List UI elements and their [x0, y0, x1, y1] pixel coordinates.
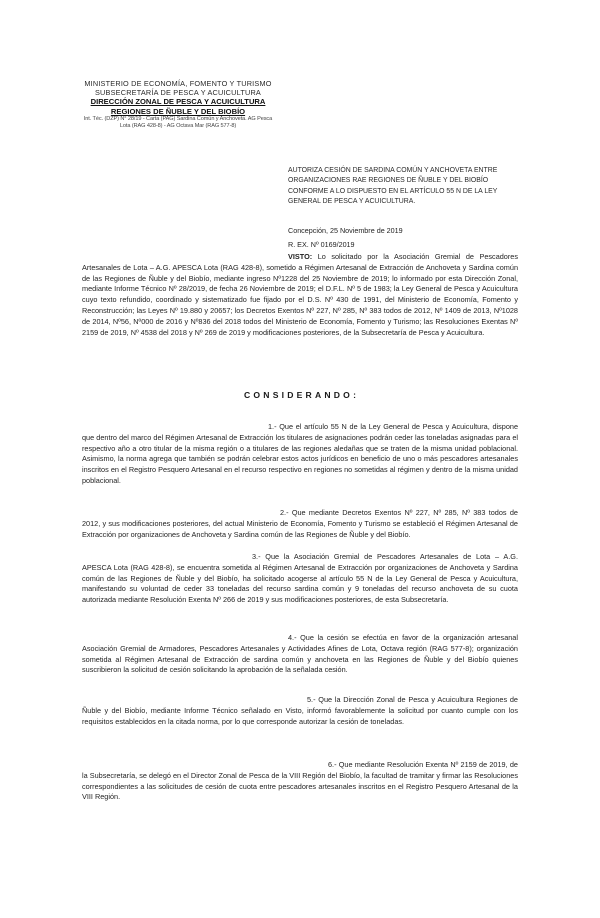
considerando-1: 1.- Que el artículo 55 N de la Ley General de Pesca y Acuicultura, dispone que dentro del marco del Régimen Artesanal de Extracción los titulares de asignaciones podrán ceder las toneladas asignadas para el respectivo año a otro titular de la misma región o a titulares de las regiones aledañas que se traten de la misma unidad poblacional. Asimismo, la norma agrega que también se podrán celebrar estos actos jurídicos en beneficio de uno o más pescadores artesanales inscritos en el Registro Pesquero Artesanal en el recurso respectivo en regiones no sometidas al régimen y dentro de la misma unidad poblacional. — [82, 422, 518, 485]
resolution-subject: AUTORIZA CESIÓN DE SARDINA COMÚN Y ANCHOVETA ENTRE ORGANIZACIONES RAE REGIONES DE ÑUBLE Y DEL BIOBÍO CONFORME A LO DISPUESTO EN EL ARTÍCULO 55 N DE LA LEY GENERAL DE PESCA Y ACUICULTURA. — [288, 167, 498, 205]
visto-text: Lo solicitado por la Asociación Gremial de Pescadores Artesanales de Lota – A.G. APESCA Lota (RAG 428-8), sometido a Régimen Artesanal de Extracción de Anchoveta y Sardina común de las Regiones de Ñuble y del Biobío, mediante ingreso Nº1228 del 25 Noviembre de 2019; lo informado por esta Dirección Zonal, mediante Informe Técnico Nº 28/2019, de fecha 26 Noviembre de 2019; el D.F.L. Nº 5 de 1983; la Ley General de Pesca y Acuicultura cuyo texto refundido, coordinado y sistematizado fue fijado por el D.S. Nº 430 de 1991, del Ministerio de Economía, Fomento y Reconstrucción; las Leyes Nº 19.880 y 20657; los Decretos Exentos Nº 227, Nº 285, Nº 383 todos de 2012, Nº 1409 de 2013, Nº1028 de 2014, Nº56, Nº000 de 2016 y Nº836 del 2018 todos del Ministerio de Economía, Fomento y Turismo; las Resoluciones Exentas Nº 2159 de 2019, Nº 4538 del 2018 y Nº 269 de 2019 y modificaciones posteriores, de la Subsecretaría de Pesca y Acuicultura. — [82, 252, 519, 337]
considerando-6: 6.- Que mediante Resolución Exenta Nº 2159 de 2019, de la Subsecretaría, se delegó en el Director Zonal de Pesca de la VIII Región del Biobío, la facultad de tramitar y firmar las Resoluciones correspondientes a las solicitudes de cesión de cuota entre pescadores artesanales inscritos en el Registro Pesquero Artesanal de la VIII Región. — [82, 760, 518, 802]
considerando-2: 2.- Que mediante Decretos Exentos Nº 227, Nº 285, Nº 383 todos de 2012, y sus modificaciones posteriores, del actual Ministerio de Economía, Fomento y Turismo se estableció el Régimen Artesanal de Extracción por organizaciones de Anchoveta y Sardina común de las Regiones de Ñuble y del Biobío. — [82, 508, 518, 539]
considerando-4: 4.- Que la cesión se efectúa en favor de la organización artesanal Asociación Gremial de Armadores, Pescadores Artesanales y Actividades Afines de Lota, Octava región (RAG 577-8); organización sometida al Régimen Artesanal de Extracción de sardina común y anchoveta en las Regiones de Ñuble y del Biobío quienes suscribieron la solicitud de cesión solicitando la aprobación de la señalada cesión. — [82, 633, 518, 675]
undersecretariat-name: SUBSECRETARÍA DE PESCA Y ACUICULTURA — [94, 88, 262, 98]
reference-line: Int. Téc. (DZP) N° 28/19 - Carta (PAG) Sardina Común y Anchoveta. AG Pesca Lota (RAG 428-8) - AG Octava Mar (RAG 577-8) — [83, 115, 273, 130]
regions-name: REGIONES DE ÑUBLE Y DEL BIOBÍO — [110, 106, 246, 116]
ministry-name: MINISTERIO DE ECONOMÍA, FOMENTO Y TURISMO — [84, 79, 272, 88]
zonal-office-name: DIRECCIÓN ZONAL DE PESCA Y ACUICULTURA — [90, 97, 266, 107]
place-date: Concepción, 25 Noviembre de 2019 — [288, 226, 403, 235]
considerando-heading: CONSIDERANDO: — [244, 390, 360, 400]
considerando-5: 5.- Que la Dirección Zonal de Pesca y Acuicultura Regiones de Ñuble y del Biobío, mediante Informe Técnico señalado en Visto, informó favorablemente la solicitud por cuanto cumple con los requisitos establecidos en la citada norma, por lo que corresponde autorizar la cesión de toneladas. — [82, 695, 518, 726]
resolution-number: R. EX. Nº 0169/2019 — [288, 240, 355, 249]
visto-paragraph — [82, 252, 518, 338]
visto-label: VISTO: — [288, 252, 313, 261]
considerando-3: 3.- Que la Asociación Gremial de Pescadores Artesanales de Lota – A.G. APESCA Lota (RAG 428-8), se encuentra sometida al Régimen Artesanal de Extracción por organizaciones de Anchoveta y Sardina común de las Regiones de Ñuble y del Biobío, ha solicitado acogerse al artículo 55 N de la Ley General de Pesca y Acuicultura, manifestando su voluntad de ceder 33 toneladas del recurso sardina común y 9 toneladas del recurso anchoveta de su cuota autorizada mediante Resolución Exenta Nº 266 de 2019 y sus modificaciones posteriores, de esta Subsecretaría. — [82, 552, 518, 605]
letterhead — [78, 79, 278, 130]
